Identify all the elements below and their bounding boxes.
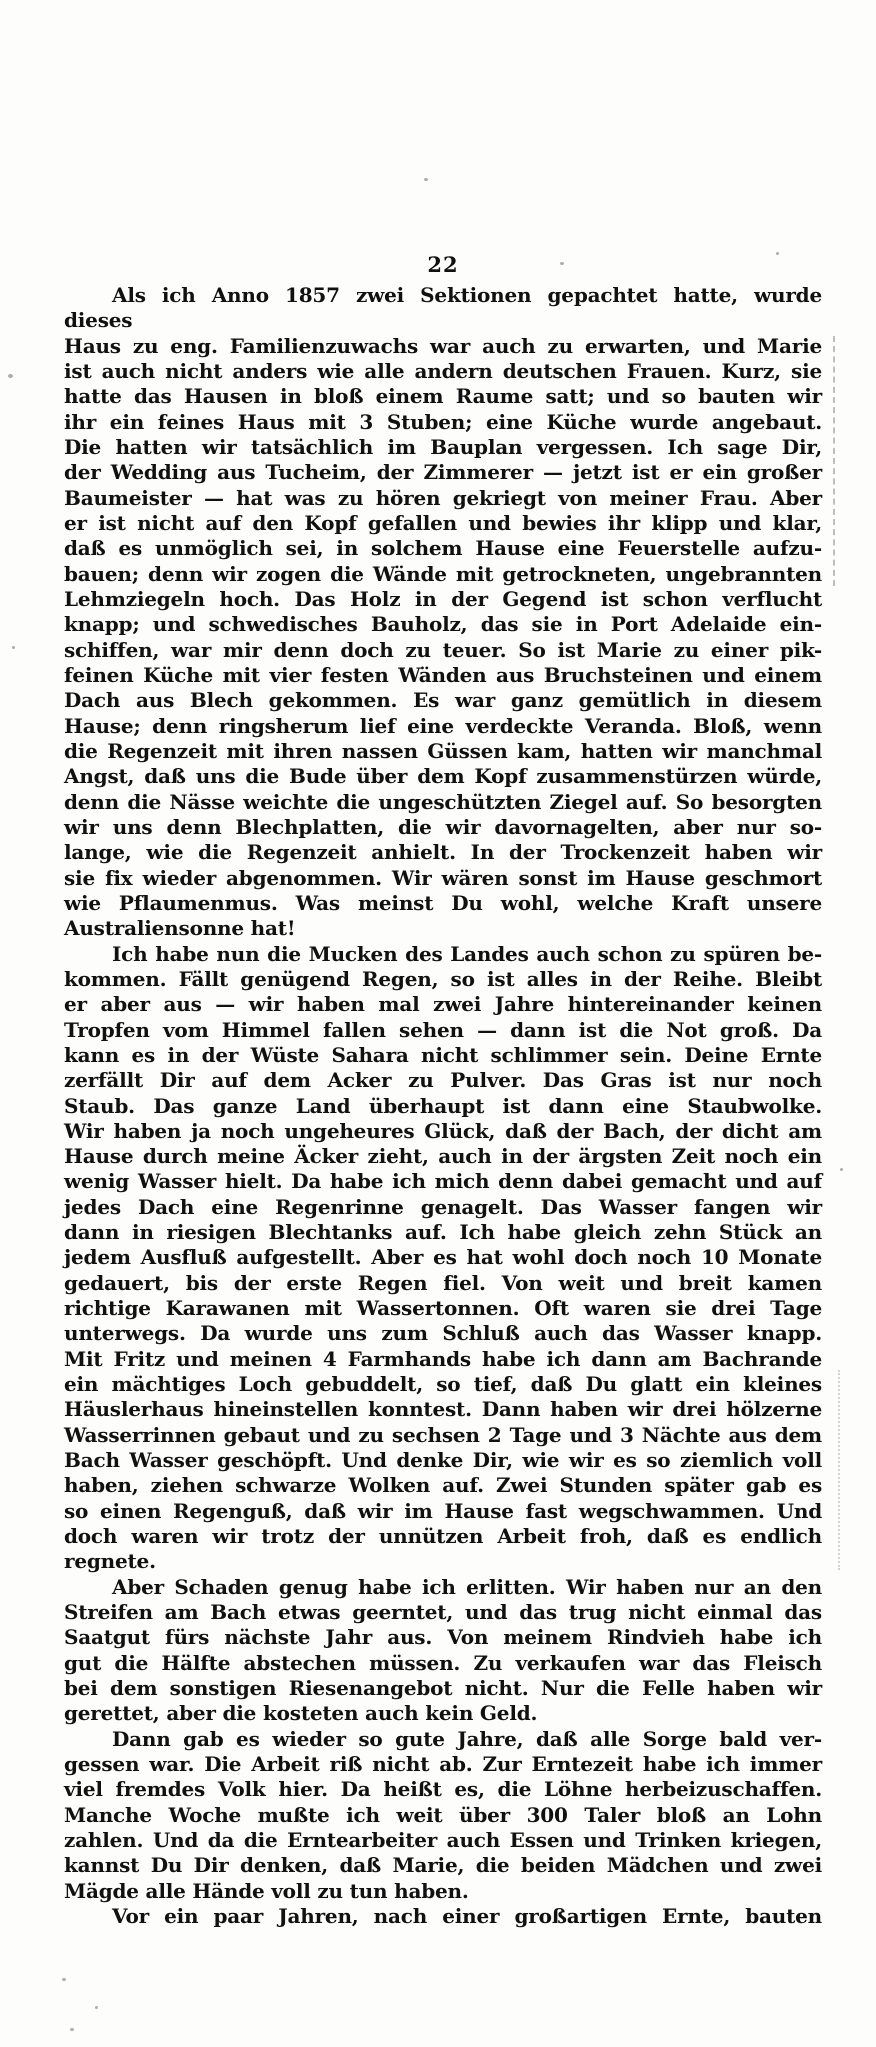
page-number: 22 bbox=[427, 252, 459, 277]
scan-speck bbox=[12, 646, 15, 649]
text-line: ist auch nicht anders wie alle andern deutschen Frauen. Kurz, sie bbox=[64, 358, 822, 383]
text-line: dann in riesigen Blechtanks auf. Ich habe gleich zehn Stück an bbox=[64, 1220, 822, 1245]
scan-edge-marks bbox=[833, 336, 835, 586]
text-block bbox=[64, 283, 822, 1929]
text-line: Ich habe nun die Mucken des Landes auch schon zu spüren be- bbox=[112, 941, 822, 966]
text-line: gerettet, aber die kosteten auch kein Geld. bbox=[64, 1701, 538, 1726]
text-line: bauen; denn wir zogen die Wände mit getrockneten, ungebrannten bbox=[64, 561, 822, 586]
text-line: Als ich Anno 1857 zwei Sektionen gepachtet hatte, wurde dieses bbox=[64, 283, 822, 333]
text-line: Häuslerhaus hineinstellen konntest. Dann haben wir drei hölzerne bbox=[64, 1397, 822, 1422]
text-line: gut die Hälfte abstechen müssen. Zu verkaufen war das Fleisch bbox=[64, 1650, 822, 1675]
text-line: kann es in der Wüste Sahara nicht schlimmer sein. Deine Ernte bbox=[64, 1042, 822, 1067]
text-line: jedem Ausfluß aufgestellt. Aber es hat wohl doch noch 10 Monate bbox=[64, 1245, 822, 1270]
text-line: Dach aus Blech gekommen. Es war ganz gemütlich in diesem bbox=[64, 688, 822, 713]
text-line: viel fremdes Volk hier. Da heißt es, die Löhne herbeizuschaffen. bbox=[64, 1777, 822, 1802]
text-line: Tropfen vom Himmel fallen sehen — dann ist die Not groß. Da bbox=[64, 1017, 822, 1042]
text-line: Hause durch meine Äcker zieht, auch in der ärgsten Zeit noch ein bbox=[64, 1144, 822, 1169]
paragraph bbox=[64, 1575, 822, 1727]
text-line: Vor ein paar Jahren, nach einer großartigen Ernte, bauten bbox=[112, 1904, 822, 1928]
text-line: denn die Nässe weichte die ungeschützten Ziegel auf. So besorgten bbox=[64, 789, 822, 814]
text-line: Dann gab es wieder so gute Jahre, daß alle Sorge bald ver- bbox=[112, 1726, 822, 1751]
scan-edge-marks bbox=[838, 1370, 840, 1570]
text-line: zahlen. Und da die Erntearbeiter auch Essen und Trinken kriegen, bbox=[64, 1828, 822, 1853]
text-line: lange, wie die Regenzeit anhielt. In der Trockenzeit haben wir bbox=[64, 840, 822, 865]
text-line: haben, ziehen schwarze Wolken auf. Zwei Stunden später gab es bbox=[64, 1473, 822, 1498]
paragraph bbox=[64, 283, 822, 942]
text-line: unterwegs. Da wurde uns zum Schluß auch das Wasser knapp. bbox=[64, 1321, 822, 1346]
scan-speck bbox=[95, 2006, 98, 2009]
text-line: Wir haben ja noch ungeheures Glück, daß der Bach, der dicht am bbox=[64, 1118, 822, 1143]
text-line: sie fix wieder abgenommen. Wir wären sonst im Hause geschmort bbox=[64, 865, 822, 890]
text-line: jedes Dach eine Regenrinne genagelt. Das Wasser fangen wir bbox=[64, 1194, 822, 1219]
text-line: gessen war. Die Arbeit riß nicht ab. Zur Erntezeit habe ich immer bbox=[64, 1752, 822, 1777]
text-line: er aber aus — wir haben mal zwei Jahre hintereinander keinen bbox=[64, 992, 822, 1017]
text-line: Streifen am Bach etwas geerntet, und das trug nicht einmal das bbox=[64, 1600, 822, 1625]
text-line: wir uns denn Blechplatten, die wir davornagelten, aber nur so- bbox=[64, 814, 822, 839]
text-line: kannst Du Dir denken, daß Marie, die beiden Mädchen und zwei bbox=[64, 1853, 822, 1878]
scan-speck bbox=[424, 178, 428, 181]
text-line: Haus zu eng. Familienzuwachs war auch zu erwarten, und Marie bbox=[64, 333, 822, 358]
text-line: ihr ein feines Haus mit 3 Stuben; eine Küche wurde angebaut. bbox=[64, 409, 822, 434]
scan-speck bbox=[840, 1168, 843, 1171]
text-line: bei dem sonstigen Riesenangebot nicht. Nur die Felle haben wir bbox=[64, 1676, 822, 1701]
text-line: Saatgut fürs nächste Jahr aus. Von meinem Rindvieh habe ich bbox=[64, 1625, 822, 1650]
text-line: Wasserrinnen gebaut und zu sechsen 2 Tage und 3 Nächte aus dem bbox=[64, 1422, 822, 1447]
text-line: wenig Wasser hielt. Da habe ich mich denn dabei gemacht und auf bbox=[64, 1169, 822, 1194]
scan-speck bbox=[8, 374, 13, 378]
text-line: feinen Küche mit vier festen Wänden aus Bruchsteinen und einem bbox=[64, 662, 822, 687]
text-line: daß es unmöglich sei, in solchem Hause eine Feuerstelle aufzu- bbox=[64, 536, 822, 561]
text-line: zerfällt Dir auf dem Acker zu Pulver. Das Gras ist nur noch bbox=[64, 1068, 822, 1093]
text-line: wie Pflaumenmus. Was meinst Du wohl, welche Kraft unsere bbox=[64, 890, 822, 915]
text-line: ein mächtiges Loch gebuddelt, so tief, daß Du glatt ein kleines bbox=[64, 1372, 822, 1397]
scan-speck bbox=[560, 262, 564, 265]
scan-speck bbox=[776, 252, 779, 255]
scan-speck bbox=[62, 1978, 66, 1981]
text-line: die Regenzeit mit ihren nassen Güssen kam, hatten wir manchmal bbox=[64, 738, 822, 763]
text-line: Lehmziegeln hoch. Das Holz in der Gegend ist schon verflucht bbox=[64, 586, 822, 611]
text-line: doch waren wir trotz der unnützen Arbeit froh, daß es endlich bbox=[64, 1524, 822, 1549]
text-line: so einen Regenguß, daß wir im Hause fast wegschwammen. Und bbox=[64, 1498, 822, 1523]
text-line: Baumeister — hat was zu hören gekriegt von meiner Frau. Aber bbox=[64, 485, 822, 510]
text-line: Staub. Das ganze Land überhaupt ist dann eine Staubwolke. bbox=[64, 1093, 822, 1118]
text-line: knapp; und schwedisches Bauholz, das sie in Port Adelaide ein- bbox=[64, 612, 822, 637]
paragraph bbox=[64, 1904, 822, 1929]
text-line: der Wedding aus Tucheim, der Zimmerer — jetzt ist er ein großer bbox=[64, 460, 822, 485]
text-line: er ist nicht auf den Kopf gefallen und bewies ihr klipp und klar, bbox=[64, 510, 822, 535]
text-line: Australiensonne hat! bbox=[64, 916, 296, 941]
paragraph bbox=[64, 1727, 822, 1904]
text-line: Bach Wasser geschöpft. Und denke Dir, wie wir es so ziemlich voll bbox=[64, 1448, 822, 1473]
text-line: Die hatten wir tatsächlich im Bauplan vergessen. Ich sage Dir, bbox=[64, 434, 822, 459]
scan-speck bbox=[70, 2028, 74, 2031]
text-line: hatte das Hausen in bloß einem Raume satt; und so bauten wir bbox=[64, 384, 822, 409]
text-line: Mägde alle Hände voll zu tun haben. bbox=[64, 1878, 469, 1903]
text-line: Aber Schaden genug habe ich erlitten. Wir haben nur an den bbox=[112, 1574, 822, 1599]
text-line: Angst, daß uns die Bude über dem Kopf zusammenstürzen würde, bbox=[64, 764, 822, 789]
text-line: regnete. bbox=[64, 1549, 156, 1574]
text-line: Manche Woche mußte ich weit über 300 Taler bloß an Lohn bbox=[64, 1802, 822, 1827]
text-line: Mit Fritz und meinen 4 Farmhands habe ich dann am Bachrande bbox=[64, 1346, 822, 1371]
paragraph bbox=[64, 942, 822, 1575]
text-line: Hause; denn ringsherum lief eine verdeckte Veranda. Bloß, wenn bbox=[64, 713, 822, 738]
text-line: kommen. Fällt genügend Regen, so ist alles in der Reihe. Bleibt bbox=[64, 966, 822, 991]
text-line: richtige Karawanen mit Wassertonnen. Oft waren sie drei Tage bbox=[64, 1296, 822, 1321]
text-line: gedauert, bis der erste Regen fiel. Von weit und breit kamen bbox=[64, 1270, 822, 1295]
text-line: schiffen, war mir denn doch zu teuer. So ist Marie zu einer pik- bbox=[64, 637, 822, 662]
